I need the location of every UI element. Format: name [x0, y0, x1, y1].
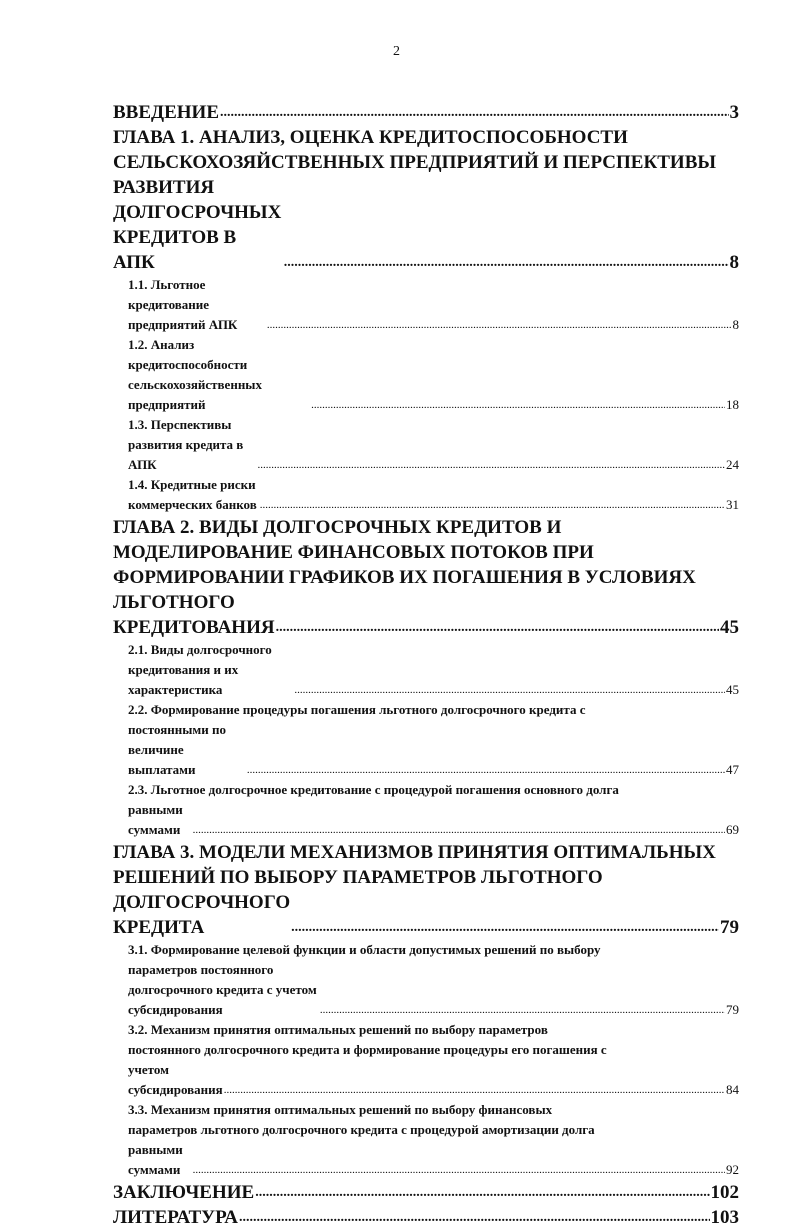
toc-entry-row — [128, 475, 739, 515]
toc-section-entry — [113, 1100, 739, 1180]
toc-entry-title-line: 3.2. Механизм принятия оптимальных решений по выбору параметров — [128, 1022, 548, 1037]
toc-page-number: 79 — [726, 1002, 739, 1017]
dot-leader — [260, 495, 725, 515]
toc-chapter-entry — [113, 1205, 739, 1230]
toc-section-entry — [113, 940, 739, 1020]
toc-chapter-entry — [113, 125, 739, 275]
dot-leader — [239, 1209, 709, 1230]
dot-leader — [257, 455, 725, 475]
toc-entry-title-line: равными суммами — [128, 802, 183, 837]
toc-page-number: 18 — [726, 397, 739, 412]
dot-leader — [320, 1000, 725, 1020]
toc-entry-title-line: параметров постоянного долгосрочного кредита с учетом субсидирования — [128, 962, 317, 1017]
toc-page-number: 69 — [726, 822, 739, 837]
toc-entry-title-line: постоянного долгосрочного кредита и формирование процедуры его погашения с — [128, 1042, 607, 1057]
toc-entry-row — [128, 415, 739, 475]
toc-entry-row — [113, 590, 739, 640]
toc-entry-row — [113, 1180, 739, 1205]
toc-entry-title-line: ГЛАВА 2. ВИДЫ ДОЛГОСРОЧНЫХ КРЕДИТОВ И — [113, 517, 562, 538]
dot-leader — [291, 919, 719, 940]
toc-section-entry — [113, 1020, 739, 1100]
toc-entry-row — [128, 960, 739, 1020]
toc-entry-title-line: 2.2. Формирование процедуры погашения льготного долгосрочного кредита с — [128, 702, 586, 717]
toc-entry-title-line: 2.1. Виды долгосрочного кредитования и их характеристика — [128, 642, 272, 697]
toc-entry-title-line: учетом субсидирования — [128, 1062, 223, 1097]
toc-page-number: 79 — [720, 917, 739, 938]
toc-page-number: 31 — [726, 497, 739, 512]
dot-leader — [220, 104, 729, 125]
toc-entry-title-line: МОДЕЛИРОВАНИЕ ФИНАНСОВЫХ ПОТОКОВ ПРИ — [113, 542, 594, 563]
toc-entry-row — [128, 720, 739, 780]
toc-entry-title-line: постоянными по величине выплатами — [128, 722, 226, 777]
toc-entry-row — [128, 1060, 739, 1100]
toc-entry-title-line: РЕШЕНИЙ ПО ВЫБОРУ ПАРАМЕТРОВ ЛЬГОТНОГО — [113, 867, 603, 888]
toc-entry-title-line: ФОРМИРОВАНИИ ГРАФИКОВ ИХ ПОГАШЕНИЯ В УСЛОВИЯХ — [113, 567, 696, 588]
toc-chapter-entry — [113, 515, 739, 640]
toc-entry-row — [113, 100, 739, 125]
toc-entry-title-line: 2.3. Льготное долгосрочное кредитование с процедурой погашения основного долга — [128, 782, 619, 797]
toc-entry-title-line: ГЛАВА 1. АНАЛИЗ, ОЦЕНКА КРЕДИТОСПОСОБНОСТИ — [113, 127, 628, 148]
toc-entry-title-line: 1.3. Перспективы развития кредита в АПК — [128, 417, 244, 472]
toc-section-entry — [113, 275, 739, 335]
toc-section-entry — [113, 700, 739, 780]
toc-entry-row — [128, 640, 739, 700]
toc-entry-title-line: 3.3. Механизм принятия оптимальных решений по выбору финансовых — [128, 1102, 553, 1117]
toc-page-number: 103 — [710, 1207, 739, 1228]
toc-entry-row — [128, 1140, 739, 1180]
toc-section-entry — [113, 415, 739, 475]
toc-section-entry — [113, 335, 739, 415]
toc-entry-title-line: 3.1. Формирование целевой функции и области допустимых решений по выбору — [128, 942, 601, 957]
toc-section-entry — [113, 780, 739, 840]
dot-leader — [294, 680, 725, 700]
dot-leader — [284, 254, 729, 275]
dot-leader — [193, 1160, 725, 1180]
toc-entry-title-line: равными суммами — [128, 1142, 183, 1177]
toc-entry-row — [128, 335, 739, 415]
dot-leader — [267, 315, 732, 335]
dot-leader — [193, 820, 725, 840]
toc-entry-title-line: 1.4. Кредитные риски коммерческих банков — [128, 477, 257, 512]
toc-page-number: 45 — [726, 682, 739, 697]
toc-page-number: 24 — [726, 457, 739, 472]
toc-entry-title-line: ЗАКЛЮЧЕНИЕ — [113, 1182, 255, 1203]
toc-entry-title-line: ЛИТЕРАТУРА — [113, 1207, 239, 1228]
toc-section-entry — [113, 475, 739, 515]
dot-leader — [224, 1080, 725, 1100]
toc-entry-title-line: ЛЬГОТНОГО КРЕДИТОВАНИЯ — [113, 592, 275, 638]
table-of-contents — [113, 100, 739, 1230]
toc-page-number: 92 — [726, 1162, 739, 1177]
dot-leader — [311, 395, 725, 415]
toc-entry-title-line: ДОЛГОСРОЧНОГО КРЕДИТА — [113, 892, 291, 938]
toc-page-number: 8 — [732, 317, 739, 332]
toc-page-number: 84 — [726, 1082, 739, 1097]
toc-page-number: 3 — [729, 102, 739, 123]
toc-chapter-entry — [113, 840, 739, 940]
toc-entry-row — [113, 1205, 739, 1230]
toc-page-number: 102 — [710, 1182, 739, 1203]
dot-leader — [255, 1184, 709, 1205]
toc-entry-row — [113, 890, 739, 940]
toc-entry-row — [128, 275, 739, 335]
toc-section-entry — [113, 640, 739, 700]
toc-entry-title-line: СЕЛЬСКОХОЗЯЙСТВЕННЫХ ПРЕДПРИЯТИЙ И ПЕРСПЕКТИВЫ — [113, 152, 717, 173]
toc-entry-title-line: 1.1. Льготное кредитование предприятий АПК — [128, 277, 238, 332]
toc-entry-title-line: ГЛАВА 3. МОДЕЛИ МЕХАНИЗМОВ ПРИНЯТИЯ ОПТИМАЛЬНЫХ — [113, 842, 716, 863]
toc-entry-title-line: ВВЕДЕНИЕ — [113, 102, 219, 123]
dot-leader — [276, 619, 719, 640]
toc-entry-title-line: параметров льготного долгосрочного кредита с процедурой амортизации долга — [128, 1122, 595, 1137]
toc-page-number: 45 — [720, 617, 739, 638]
page-number: 2 — [393, 44, 400, 59]
toc-entry-row — [113, 175, 739, 275]
toc-page-number: 47 — [726, 762, 739, 777]
toc-entry-title-line: РАЗВИТИЯ ДОЛГОСРОЧНЫХ КРЕДИТОВ В АПК — [113, 177, 282, 273]
toc-entry-row — [128, 800, 739, 840]
dot-leader — [247, 760, 725, 780]
toc-chapter-entry — [113, 1180, 739, 1205]
toc-chapter-entry — [113, 100, 739, 125]
toc-page-number: 8 — [729, 252, 739, 273]
toc-entry-title-line: 1.2. Анализ кредитоспособности сельскохозяйственных предприятий — [128, 337, 262, 412]
